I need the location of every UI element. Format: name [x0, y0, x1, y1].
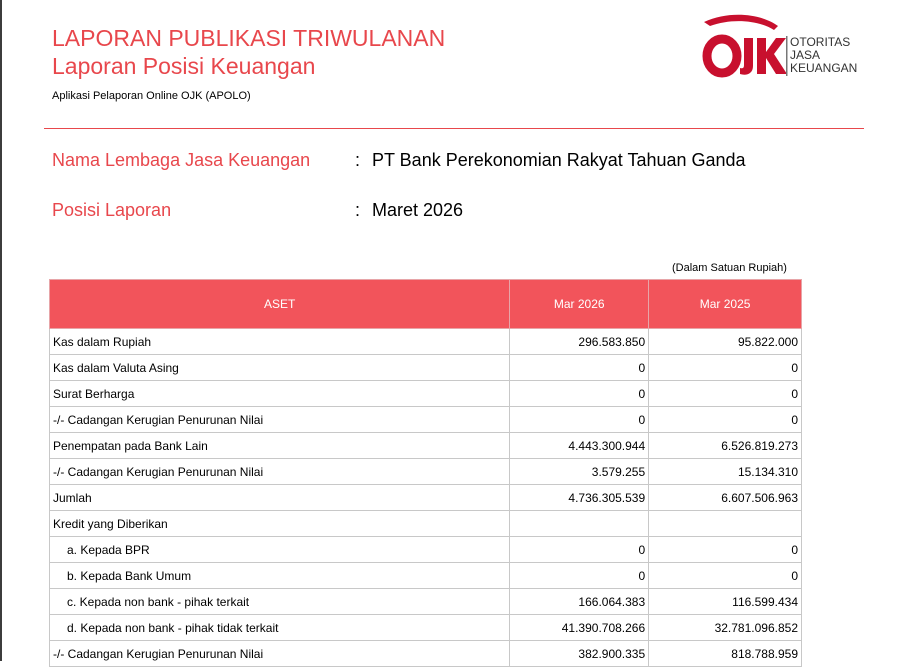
ojk-logo-j [740, 38, 753, 75]
row-label: -/- Cadangan Kerugian Penurunan Nilai [50, 459, 510, 485]
table-body [50, 329, 802, 667]
row-value-mar-2026: 296.583.850 [510, 329, 649, 355]
table-row [50, 589, 802, 615]
window-left-border [0, 0, 2, 661]
row-value-mar-2025: 0 [649, 407, 802, 433]
table-row [50, 433, 802, 459]
row-value-mar-2026: 382.900.335 [510, 641, 649, 667]
row-value-mar-2025: 32.781.096.852 [649, 615, 802, 641]
unit-note: (Dalam Satuan Rupiah) [672, 262, 787, 274]
table-row [50, 355, 802, 381]
row-label: b. Kepada Bank Umum [50, 563, 510, 589]
row-label: a. Kepada BPR [50, 537, 510, 563]
row-value-mar-2026: 166.064.383 [510, 589, 649, 615]
app-name: Aplikasi Pelaporan Online OJK (APOLO) [52, 90, 251, 102]
row-value-mar-2025: 116.599.434 [649, 589, 802, 615]
row-label: -/- Cadangan Kerugian Penurunan Nilai [50, 641, 510, 667]
column-header-aset: ASET [50, 280, 510, 329]
report-subtitle: Laporan Posisi Keuangan [52, 53, 316, 79]
ojk-logo-text [790, 36, 857, 75]
institution-colon: : [355, 150, 361, 170]
row-value-mar-2026: 0 [510, 381, 649, 407]
period-colon: : [355, 200, 361, 220]
row-label: Kredit yang Diberikan [50, 511, 510, 537]
row-value-mar-2025: 6.526.819.273 [649, 433, 802, 459]
row-label: Jumlah [50, 485, 510, 511]
row-label: c. Kepada non bank - pihak terkait [50, 589, 510, 615]
period-label: Posisi Laporan [52, 200, 172, 220]
column-header-mar-2025: Mar 2025 [649, 280, 802, 329]
header-divider [44, 128, 864, 129]
row-label: Kas dalam Rupiah [50, 329, 510, 355]
row-value-mar-2025: 0 [649, 381, 802, 407]
row-value-mar-2026: 4.443.300.944 [510, 433, 649, 459]
table-row [50, 485, 802, 511]
row-value-mar-2025 [649, 511, 802, 537]
institution-value: PT Bank Perekonomian Rakyat Tahuan Ganda [372, 150, 746, 170]
row-value-mar-2025: 0 [649, 563, 802, 589]
table-row [50, 615, 802, 641]
row-value-mar-2025: 6.607.506.963 [649, 485, 802, 511]
row-value-mar-2026: 4.736.305.539 [510, 485, 649, 511]
table-row [50, 563, 802, 589]
row-value-mar-2026: 0 [510, 537, 649, 563]
row-label: Kas dalam Valuta Asing [50, 355, 510, 381]
table-row [50, 511, 802, 537]
row-value-mar-2026: 3.579.255 [510, 459, 649, 485]
row-value-mar-2026: 41.390.708.266 [510, 615, 649, 641]
ojk-logo-o [707, 39, 737, 73]
row-value-mar-2026 [510, 511, 649, 537]
row-label: d. Kepada non bank - pihak tidak terkait [50, 615, 510, 641]
table-row [50, 381, 802, 407]
row-value-mar-2025: 0 [649, 537, 802, 563]
row-value-mar-2025: 95.822.000 [649, 329, 802, 355]
ojk-logo-swoosh [704, 15, 778, 30]
table-row [50, 329, 802, 355]
table-row [50, 537, 802, 563]
table-header-row [50, 280, 802, 329]
row-value-mar-2026: 0 [510, 407, 649, 433]
row-value-mar-2025: 15.134.310 [649, 459, 802, 485]
ojk-logo-separator [786, 36, 788, 76]
row-value-mar-2026: 0 [510, 355, 649, 381]
row-label: -/- Cadangan Kerugian Penurunan Nilai [50, 407, 510, 433]
institution-label: Nama Lembaga Jasa Keuangan [52, 150, 311, 170]
logo-text-line2: JASA [790, 48, 821, 62]
row-label: Surat Berharga [50, 381, 510, 407]
table-row [50, 407, 802, 433]
row-value-mar-2025: 0 [649, 355, 802, 381]
logo-text-line3: KEUANGAN [790, 61, 858, 75]
row-label: Penempatan pada Bank Lain [50, 433, 510, 459]
period-value: Maret 2026 [372, 200, 464, 220]
column-header-mar-2026: Mar 2026 [510, 280, 649, 329]
row-value-mar-2026: 0 [510, 563, 649, 589]
balance-sheet-table [49, 279, 802, 667]
logo-text-line1: OTORITAS [790, 35, 851, 49]
ojk-logo-k [757, 38, 787, 74]
report-title: LAPORAN PUBLIKASI TRIWULANAN [52, 25, 446, 51]
row-value-mar-2025: 818.788.959 [649, 641, 802, 667]
table-row [50, 641, 802, 667]
table-row [50, 459, 802, 485]
